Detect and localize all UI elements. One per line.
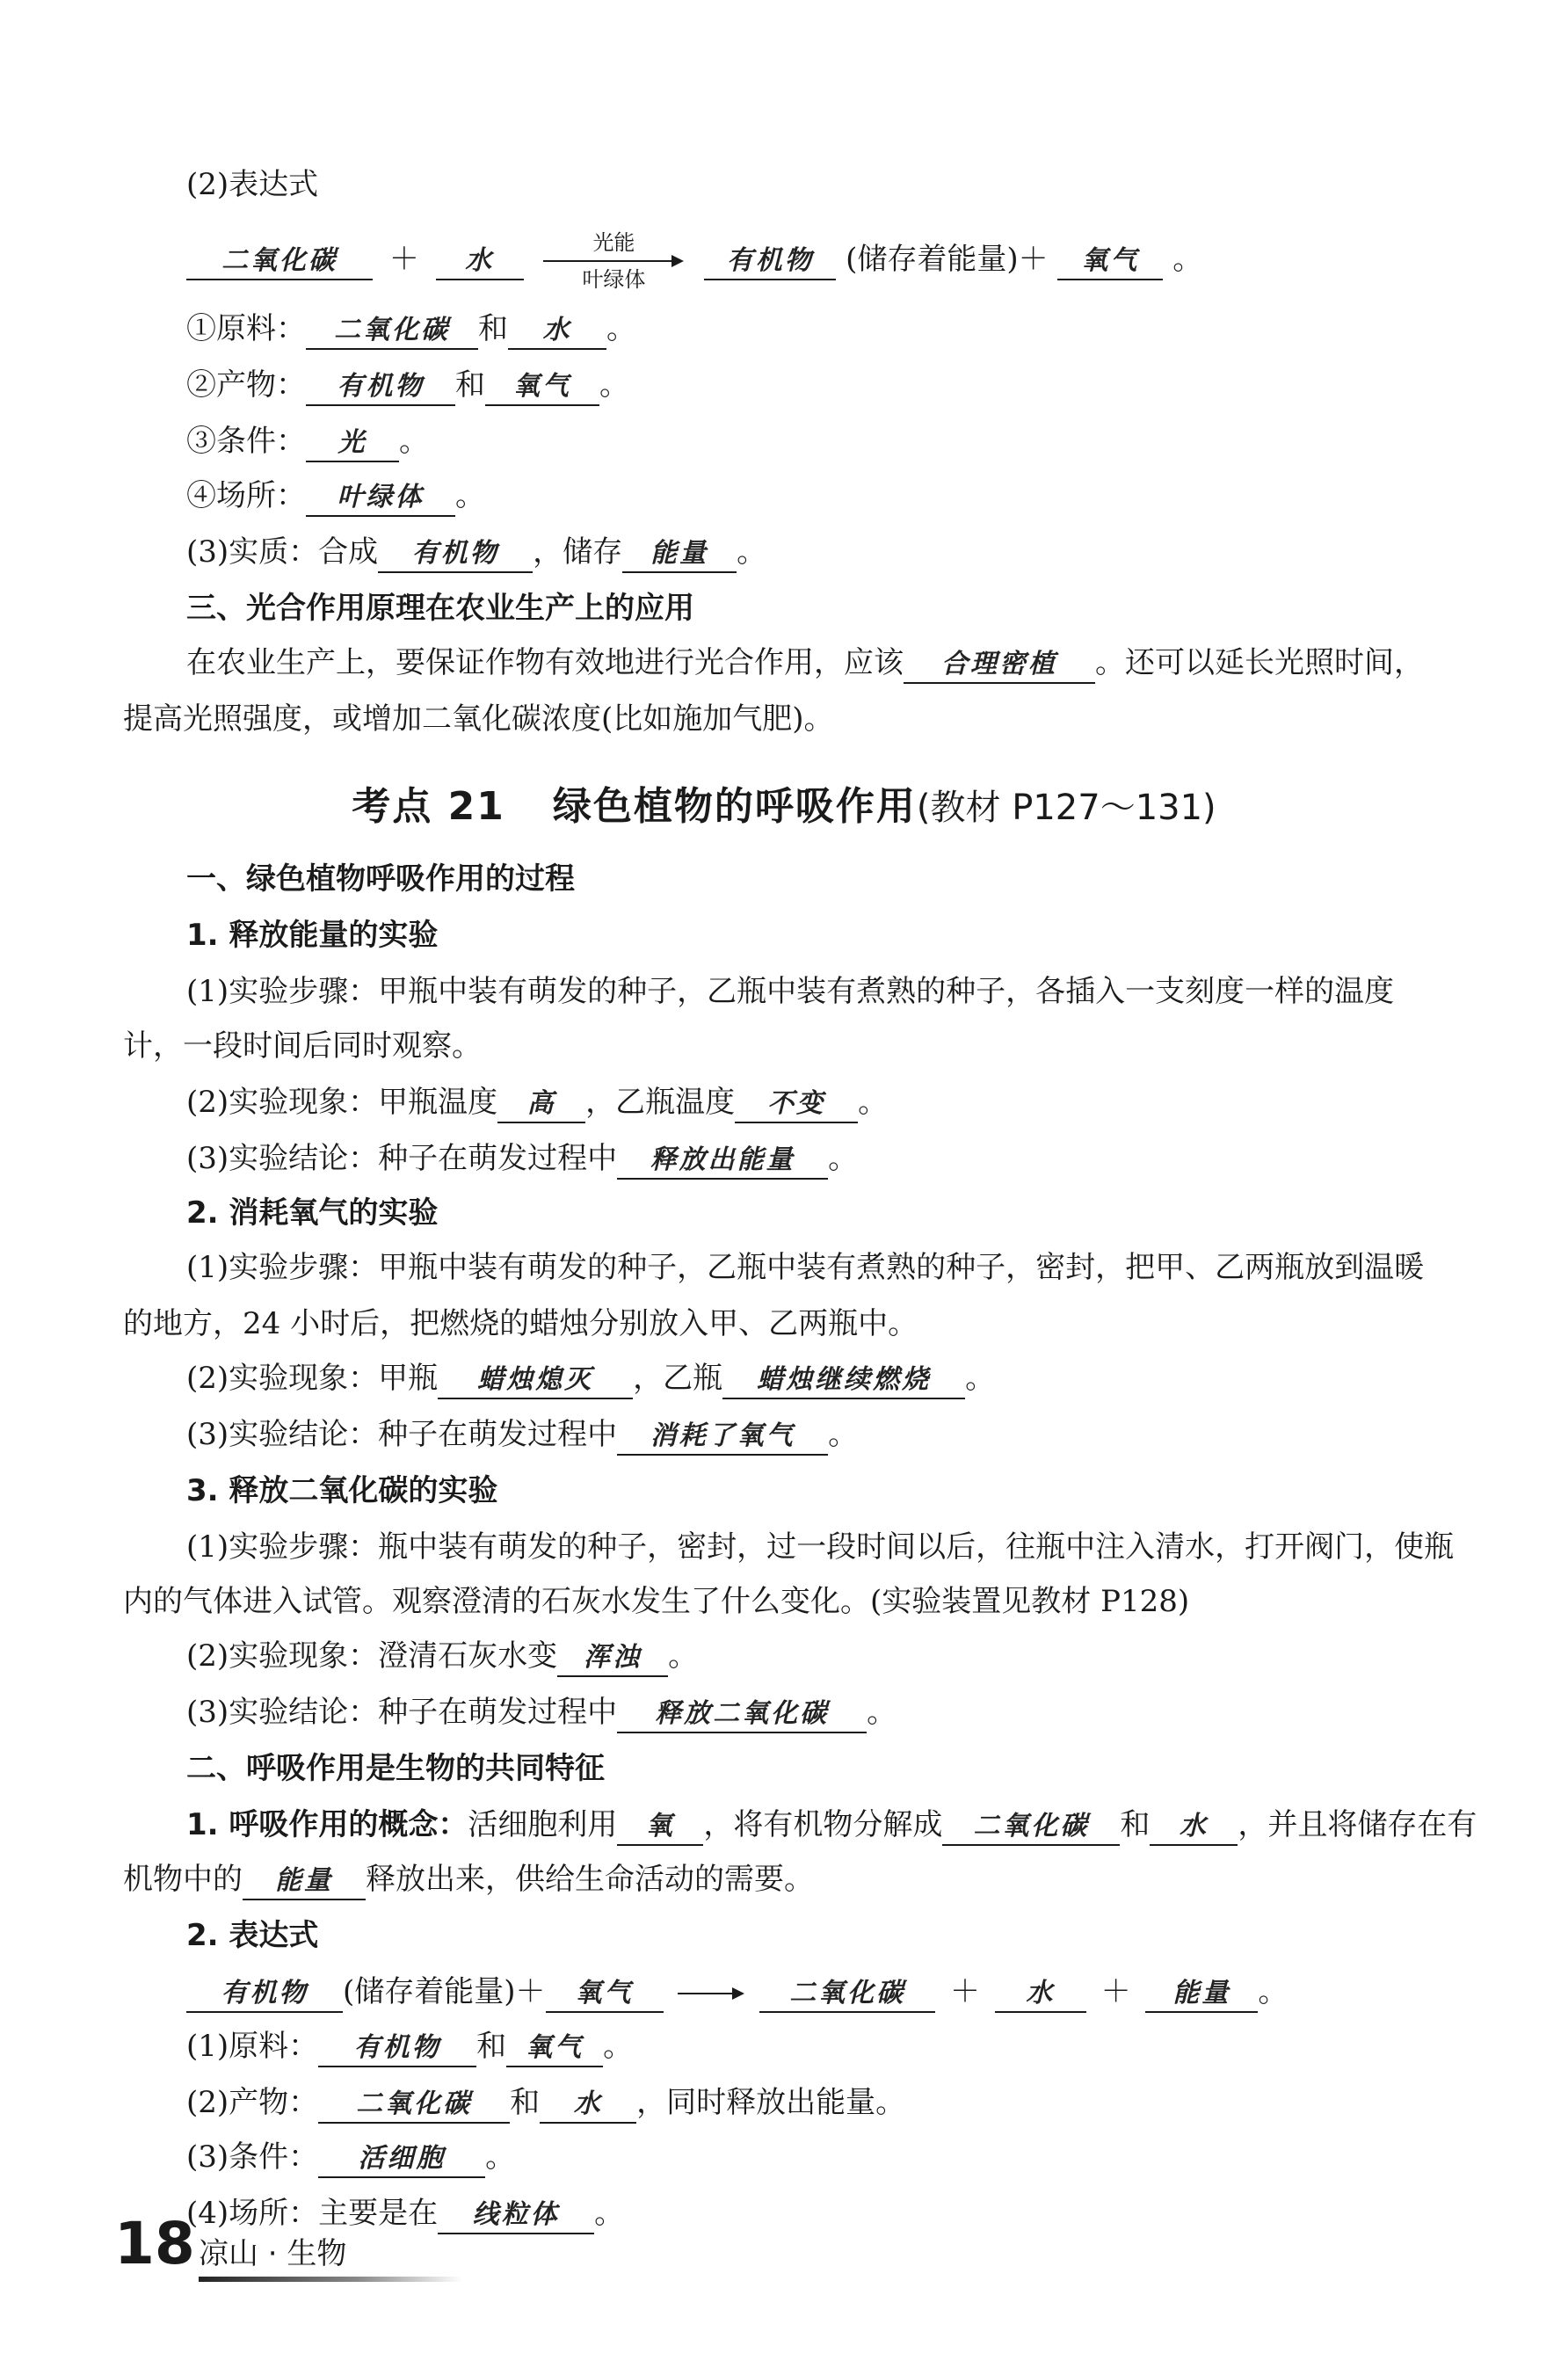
answer: 不变 — [767, 1088, 826, 1119]
answer: 蜡烛熄灭 — [477, 1364, 594, 1395]
period: 。 — [737, 534, 767, 570]
text: 。还可以延长光照时间， — [1095, 645, 1424, 680]
blank — [186, 1974, 343, 2013]
blank — [1057, 242, 1163, 280]
blank — [904, 645, 1095, 684]
answer: 二氧化碳 — [973, 1811, 1090, 1841]
experiment-2-conclusion — [186, 1413, 858, 1456]
answer: 氧气 — [526, 2032, 584, 2063]
answer: 有机物 — [221, 1978, 309, 2008]
book-title: 凉山 · 生物 — [199, 2236, 347, 2271]
period: 。 — [599, 367, 629, 403]
blank — [508, 311, 606, 350]
period: 。 — [858, 1085, 889, 1120]
respiration-expression-title: 2. 表达式 — [186, 1918, 319, 1953]
answer: 氧气 — [575, 1978, 634, 2008]
answer: 蜡烛继续燃烧 — [757, 1364, 932, 1395]
blank — [318, 2139, 485, 2178]
answer: 能量 — [1172, 1978, 1231, 2008]
location — [186, 475, 485, 517]
text: (3)实验结论：种子在萌发过程中 — [186, 1695, 618, 1730]
answer: 浑浊 — [584, 1642, 642, 1673]
plus-sign: ＋ — [1100, 1974, 1131, 2009]
period: 。 — [828, 1417, 859, 1452]
products — [186, 364, 629, 406]
section-heading-agriculture: 三、光合作用原理在农业生产上的应用 — [186, 591, 694, 626]
respiration-conditions — [186, 2136, 515, 2178]
answer: 活细胞 — [358, 2143, 446, 2174]
answer: 消耗了氧气 — [650, 1420, 795, 1451]
blank — [485, 367, 599, 406]
answer: 有机物 — [411, 538, 499, 569]
text: (3)实验结论：种子在萌发过程中 — [186, 1417, 618, 1452]
page-number: 18 — [114, 2210, 195, 2277]
period: 。 — [455, 478, 485, 513]
photosynthesis-equation — [186, 230, 1202, 292]
blank — [622, 534, 737, 573]
experiment-3-title: 3. 释放二氧化碳的实验 — [186, 1473, 498, 1508]
text: (3)实验结论：种子在萌发过程中 — [186, 1141, 618, 1176]
label: (4)场所：主要是在 — [186, 2196, 439, 2231]
text: (2)实验现象：甲瓶温度 — [186, 1085, 498, 1120]
section-heading-process: 一、绿色植物呼吸作用的过程 — [186, 861, 575, 897]
label: (3)实质：合成 — [186, 534, 379, 570]
answer: 氧气 — [513, 371, 571, 402]
blank — [722, 1361, 965, 1399]
answer-co2: 二氧化碳 — [221, 245, 338, 276]
blank — [306, 478, 455, 517]
blank — [318, 2029, 476, 2067]
arrow-line — [543, 260, 679, 262]
blank — [617, 1417, 828, 1456]
blank — [438, 2196, 594, 2234]
answer: 能量 — [650, 538, 709, 569]
expr-title: (2)表达式 — [186, 167, 319, 202]
respiration-location — [186, 2192, 624, 2234]
answer: 释放出能量 — [650, 1144, 795, 1175]
experiment-3-steps-line2: 内的气体进入试管。观察澄清的石灰水发生了什么变化。(实验装置见教材 P128) — [123, 1584, 1190, 1619]
plus-sign: ＋ — [388, 242, 419, 277]
text: ，乙瓶温度 — [585, 1085, 736, 1120]
period: 。 — [594, 2196, 625, 2231]
arrow-line — [678, 1993, 739, 1994]
text: 释放出来，供给生命活动的需要。 — [366, 1862, 814, 1897]
reaction-arrow — [543, 230, 684, 292]
experiment-3-conclusion — [186, 1691, 897, 1733]
label: (2)产物： — [186, 2085, 319, 2120]
answer: 高 — [526, 1088, 556, 1119]
answer: 二氧化碳 — [789, 1978, 906, 2008]
label: ③条件： — [186, 424, 306, 459]
key-point-heading — [0, 781, 1568, 834]
and-text: 和 — [476, 2029, 507, 2064]
respiration-equation — [186, 1971, 1288, 2013]
arrow-head-icon — [671, 255, 684, 267]
blank — [617, 1141, 828, 1180]
plus-sign: ＋ — [949, 1974, 980, 2009]
blank — [306, 311, 478, 350]
period: 。 — [606, 311, 636, 346]
text: ，乙瓶 — [633, 1361, 723, 1396]
arrow-condition-chloroplast: 叶绿体 — [582, 267, 646, 292]
answer: 有机物 — [353, 2032, 441, 2063]
period: 。 — [828, 1141, 859, 1176]
text: (2)实验现象：澄清石灰水变 — [186, 1638, 558, 1674]
text: ，同时释放出能量。 — [636, 2085, 906, 2120]
experiment-1-phenomenon — [186, 1081, 888, 1123]
blank — [306, 424, 399, 462]
text: ，将有机物分解成 — [703, 1807, 943, 1842]
blank — [306, 367, 455, 406]
blank — [438, 1361, 633, 1399]
text: 在农业生产上，要保证作物有效地进行光合作用，应该 — [186, 645, 904, 680]
blank — [436, 242, 524, 280]
label: (3)条件： — [186, 2139, 319, 2175]
and-text: 和 — [455, 367, 485, 403]
blank — [1150, 1807, 1238, 1846]
label: 1. 呼吸作用的概念： — [186, 1807, 468, 1842]
label: (1)原料： — [186, 2029, 319, 2064]
agriculture-paragraph-line2: 提高光照强度，或增加二氧化碳浓度(比如施加气肥)。 — [123, 701, 834, 737]
label: ②产物： — [186, 367, 306, 403]
experiment-1-title: 1. 释放能量的实验 — [186, 918, 439, 953]
and-text: 和 — [478, 311, 508, 346]
period: 。 — [1172, 242, 1203, 277]
period: 。 — [965, 1361, 996, 1396]
energy-note: (储存着能量)＋ — [846, 242, 1049, 277]
arrow-condition-light: 光能 — [592, 230, 635, 255]
answer: 叶绿体 — [337, 482, 425, 512]
blank — [759, 1974, 935, 2013]
arrow-head-icon — [732, 1987, 744, 2000]
answer-organic: 有机物 — [726, 245, 814, 276]
blank — [243, 1862, 366, 1900]
text: ，并且将储存在有 — [1238, 1807, 1477, 1842]
period: 。 — [867, 1695, 897, 1730]
reaction-arrow — [678, 1985, 744, 2002]
experiment-2-phenomenon — [186, 1357, 995, 1399]
text: 机物中的 — [123, 1862, 243, 1897]
experiment-3-steps-line1: (1)实验步骤：瓶中装有萌发的种子，密封，过一段时间以后，往瓶中注入清水，打开阀门，使瓶 — [186, 1529, 1455, 1565]
blank — [318, 2085, 510, 2124]
period: 。 — [1258, 1974, 1289, 2009]
respiration-products — [186, 2081, 905, 2124]
blank — [186, 242, 373, 280]
period: 。 — [485, 2139, 516, 2175]
text: ，储存 — [533, 534, 623, 570]
footer-underline — [199, 2277, 462, 2282]
answer: 氧 — [645, 1811, 675, 1841]
blank — [557, 1638, 668, 1677]
answer: 水 — [542, 315, 572, 345]
experiment-2-title: 2. 消耗氧气的实验 — [186, 1195, 439, 1231]
blank — [704, 242, 836, 280]
answer: 有机物 — [337, 371, 425, 402]
respiration-concept-line1 — [186, 1804, 1477, 1846]
answer: 水 — [1026, 1978, 1056, 2008]
conditions — [186, 420, 429, 462]
respiration-concept-line2 — [123, 1858, 814, 1900]
label: ①原料： — [186, 311, 306, 346]
period: 。 — [399, 424, 429, 459]
experiment-1-conclusion — [186, 1137, 858, 1180]
text: (2)实验现象：甲瓶 — [186, 1361, 439, 1396]
section-heading-common-feature: 二、呼吸作用是生物的共同特征 — [186, 1751, 605, 1786]
blank — [735, 1085, 858, 1123]
text: 活细胞利用 — [468, 1807, 618, 1842]
answer: 线粒体 — [472, 2199, 560, 2230]
respiration-raw-materials — [186, 2025, 633, 2067]
blank — [942, 1807, 1120, 1846]
and-text: 和 — [510, 2085, 541, 2120]
blank — [995, 1974, 1086, 2013]
period: 。 — [668, 1638, 699, 1674]
blank — [506, 2029, 603, 2067]
and-text: 和 — [1120, 1807, 1151, 1842]
answer: 能量 — [275, 1865, 333, 1896]
blank — [617, 1807, 703, 1846]
raw-materials — [186, 308, 636, 350]
answer: 光 — [338, 427, 367, 458]
answer: 释放二氧化碳 — [655, 1698, 830, 1729]
answer: 二氧化碳 — [334, 315, 450, 345]
blank — [540, 2085, 636, 2124]
essence — [186, 531, 766, 573]
blank — [378, 534, 533, 573]
key-point-title: 绿色植物的呼吸作用 — [552, 784, 917, 829]
answer: 水 — [573, 2088, 603, 2119]
experiment-1-steps-line1: (1)实验步骤：甲瓶中装有萌发的种子，乙瓶中装有煮熟的种子，各插入一支刻度一样的温度 — [186, 974, 1395, 1009]
blank — [546, 1974, 664, 2013]
label: ④场所： — [186, 478, 306, 513]
key-point-label: 考点 21 — [352, 784, 505, 829]
answer-water: 水 — [465, 245, 495, 276]
experiment-2-steps-line1: (1)实验步骤：甲瓶中装有萌发的种子，乙瓶中装有煮熟的种子，密封，把甲、乙两瓶放到温暖 — [186, 1250, 1425, 1285]
agriculture-paragraph-line1 — [186, 642, 1424, 684]
blank — [497, 1085, 585, 1123]
experiment-1-steps-line2: 计，一段时间后同时观察。 — [123, 1028, 482, 1064]
blank — [617, 1695, 867, 1733]
blank — [1145, 1974, 1258, 2013]
textbook-reference: (教材 P127～131) — [916, 788, 1216, 828]
period: 。 — [603, 2029, 634, 2064]
answer: 水 — [1179, 1811, 1209, 1841]
answer: 合理密植 — [941, 649, 1057, 679]
experiment-2-steps-line2: 的地方，24 小时后，把燃烧的蜡烛分别放入甲、乙两瓶中。 — [123, 1306, 918, 1341]
answer-oxygen: 氧气 — [1081, 245, 1140, 276]
experiment-3-phenomenon — [186, 1635, 698, 1677]
answer: 二氧化碳 — [356, 2088, 473, 2119]
energy-note: (储存着能量)＋ — [343, 1974, 546, 2009]
